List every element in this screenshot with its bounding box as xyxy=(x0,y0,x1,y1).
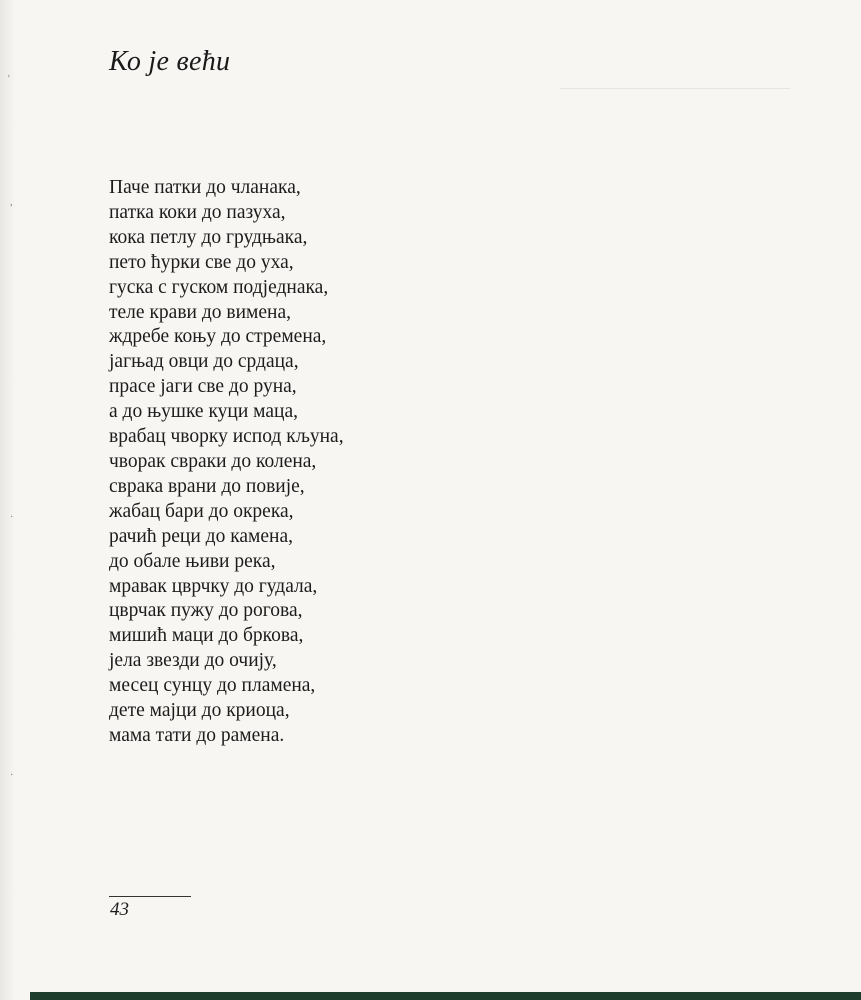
poem-line: патка коки до пазуха, xyxy=(109,201,286,223)
poem-line: Паче патки до чланака, xyxy=(109,177,301,198)
poem-stanza xyxy=(109,176,344,749)
poem-line: жабац бари до окрека, xyxy=(109,500,294,522)
poem-line: мравак цврчку до гудала, xyxy=(109,575,318,597)
poem-line: дете мајци до криоца, xyxy=(109,700,290,722)
poem-line: гуска с гуском подједнака, xyxy=(109,276,329,298)
poem-line: а до њушке куци маца, xyxy=(109,401,298,423)
poem-line: рачић реци до камена, xyxy=(109,525,293,547)
cover-edge xyxy=(30,992,861,1000)
poem-line: мама тати до рамена. xyxy=(109,724,285,746)
show-through-rule xyxy=(560,88,790,89)
poem-line: цврчак пужу до рогова, xyxy=(109,600,303,622)
poem-line: чворак свраки до колена, xyxy=(109,450,317,472)
poem-line: јагњад овци до срдаца, xyxy=(109,351,299,373)
poem-line: јела звезди до очију, xyxy=(109,650,277,672)
footer-rule xyxy=(109,896,191,897)
poem-line: месец сунцу до пламена, xyxy=(109,675,316,697)
page-gutter-shadow xyxy=(0,0,16,1000)
margin-speck: ' xyxy=(8,74,10,85)
margin-speck: · xyxy=(10,770,14,781)
margin-speck: · xyxy=(10,512,14,523)
poem-line: врабац чворку испод кљуна, xyxy=(109,426,344,448)
poem-line: мишић маци до бркова, xyxy=(109,625,304,647)
margin-speck: , xyxy=(10,197,13,208)
poem-line: прасе јаги све до руна, xyxy=(109,376,297,398)
poem-line: кока петлу до грудњака, xyxy=(109,226,308,248)
poem-line: ждребе коњу до стремена, xyxy=(109,326,327,348)
poem-line: теле крави до вимена, xyxy=(109,301,291,323)
poem-title: Ко је већи xyxy=(109,46,231,77)
poem-line: сврака врани до повије, xyxy=(109,475,305,497)
poem-line: до обале њиви река, xyxy=(109,550,276,572)
poem-line: пето ћурки све до уха, xyxy=(109,251,294,273)
page-number: 43 xyxy=(110,899,129,920)
